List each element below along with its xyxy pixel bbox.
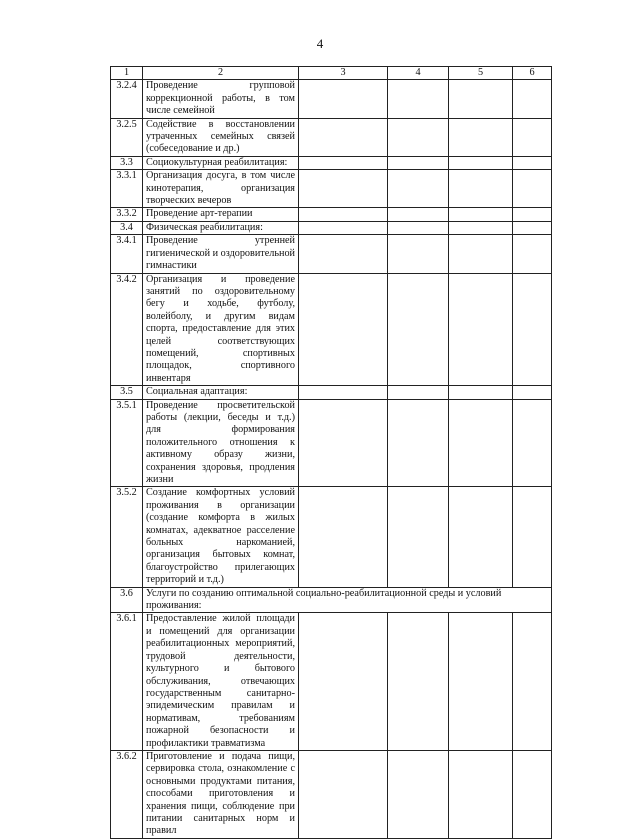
row-number: 3.5 — [111, 386, 143, 399]
empty-cell — [388, 221, 449, 234]
table-row — [111, 208, 552, 221]
empty-cell — [449, 750, 513, 838]
row-text: Физическая реабилитация: — [143, 221, 299, 234]
empty-cell — [513, 386, 552, 399]
empty-cell — [299, 80, 388, 118]
empty-cell — [513, 118, 552, 156]
row-text: Создание комфортных условий проживания в организации (создание комфорта в жилых комнатах, адекватное расселение больных наркоманией, организация бытовых комнат, благоустройство прилегающих территорий и т.д.) — [143, 487, 299, 587]
empty-cell — [388, 273, 449, 386]
row-text: Проведение арт-терапии — [143, 208, 299, 221]
row-text: Проведение утренней гигиенической и оздоровительной гимнастики — [143, 235, 299, 273]
row-text: Социокультурная реабилитация: — [143, 156, 299, 169]
header-cell: 4 — [388, 67, 449, 80]
header-cell: 6 — [513, 67, 552, 80]
page-number: 4 — [316, 36, 324, 51]
empty-cell — [513, 399, 552, 487]
row-number: 3.2.5 — [111, 118, 143, 156]
empty-cell — [513, 208, 552, 221]
empty-cell — [449, 235, 513, 273]
table-row — [111, 399, 552, 487]
empty-cell — [388, 399, 449, 487]
table-row — [111, 235, 552, 273]
empty-cell — [388, 235, 449, 273]
empty-cell — [449, 399, 513, 487]
empty-cell — [388, 386, 449, 399]
table-row — [111, 273, 552, 386]
services-table — [110, 66, 552, 839]
empty-cell — [299, 156, 388, 169]
row-number: 3.6.2 — [111, 750, 143, 838]
row-text: Содействие в восстановлении утраченных семейных связей (собеседование и др.) — [143, 118, 299, 156]
empty-cell — [449, 221, 513, 234]
empty-cell — [388, 208, 449, 221]
section-row — [111, 156, 552, 169]
empty-cell — [388, 170, 449, 208]
empty-cell — [449, 170, 513, 208]
row-text: Организация и проведение занятий по оздоровительному бегу и ходьбе, футболу, волейболу, и другим видам спорта, предоставление для этих целей соответствующих помещений, спортивных площадок, спортивного инвентаря — [143, 273, 299, 386]
row-number: 3.4.1 — [111, 235, 143, 273]
row-number: 3.6 — [111, 587, 143, 613]
empty-cell — [299, 170, 388, 208]
row-number: 3.4 — [111, 221, 143, 234]
row-number: 3.5.2 — [111, 487, 143, 587]
empty-cell — [299, 208, 388, 221]
empty-cell — [513, 613, 552, 750]
empty-cell — [299, 273, 388, 386]
empty-cell — [449, 156, 513, 169]
row-number: 3.3 — [111, 156, 143, 169]
row-number: 3.5.1 — [111, 399, 143, 487]
empty-cell — [299, 613, 388, 750]
table-row — [111, 80, 552, 118]
table-row — [111, 170, 552, 208]
row-number: 3.3.2 — [111, 208, 143, 221]
empty-cell — [449, 80, 513, 118]
table-row — [111, 118, 552, 156]
header-cell: 1 — [111, 67, 143, 80]
empty-cell — [299, 118, 388, 156]
header-cell: 2 — [143, 67, 299, 80]
empty-cell — [449, 273, 513, 386]
row-number: 3.2.4 — [111, 80, 143, 118]
row-number: 3.4.2 — [111, 273, 143, 386]
empty-cell — [388, 118, 449, 156]
section-row — [111, 386, 552, 399]
empty-cell — [299, 386, 388, 399]
row-text: Приготовление и подача пищи, сервировка стола, ознакомление с основными продуктами питания, способами приготовления и хранения пищи, соблюдение при питании санитарных норм и правил — [143, 750, 299, 838]
empty-cell — [449, 208, 513, 221]
empty-cell — [299, 235, 388, 273]
table-row — [111, 750, 552, 838]
empty-cell — [513, 750, 552, 838]
table-row — [111, 487, 552, 587]
empty-cell — [513, 80, 552, 118]
empty-cell — [299, 487, 388, 587]
section-row — [111, 221, 552, 234]
empty-cell — [513, 221, 552, 234]
row-number: 3.3.1 — [111, 170, 143, 208]
header-cell: 5 — [449, 67, 513, 80]
empty-cell — [449, 487, 513, 587]
row-text: Социальная адаптация: — [143, 386, 299, 399]
empty-cell — [513, 235, 552, 273]
empty-cell — [449, 386, 513, 399]
empty-cell — [513, 156, 552, 169]
empty-cell — [388, 80, 449, 118]
empty-cell — [388, 750, 449, 838]
empty-cell — [299, 221, 388, 234]
empty-cell — [513, 487, 552, 587]
row-text: Организация досуга, в том числе кинотерапия, организация творческих вечеров — [143, 170, 299, 208]
row-text: Предоставление жилой площади и помещений для организации реабилитационных мероприятий, трудовой деятельности, культурного и бытового обслуживания, отвечающих государственным санитарно-эпидемическим правилам и нормативам, требованиям пожарной безопасности и профилактики травматизма — [143, 613, 299, 750]
section-row — [111, 587, 552, 613]
row-text: Проведение групповой коррекционной работы, в том числе семейной — [143, 80, 299, 118]
empty-cell — [299, 750, 388, 838]
header-row — [111, 67, 552, 80]
empty-cell — [299, 399, 388, 487]
empty-cell — [513, 273, 552, 386]
empty-cell — [449, 613, 513, 750]
empty-cell — [388, 487, 449, 587]
table-row — [111, 613, 552, 750]
row-text: Услуги по созданию оптимальной социально-реабилитационной среды и условий проживания: — [143, 587, 552, 613]
empty-cell — [388, 613, 449, 750]
empty-cell — [388, 156, 449, 169]
empty-cell — [449, 118, 513, 156]
header-cell: 3 — [299, 67, 388, 80]
row-text: Проведение просветительской работы (лекции, беседы и т.д.) для формирования положительного отношения к активному образу жизни, сохранения здоровья, продления жизни — [143, 399, 299, 487]
empty-cell — [513, 170, 552, 208]
row-number: 3.6.1 — [111, 613, 143, 750]
